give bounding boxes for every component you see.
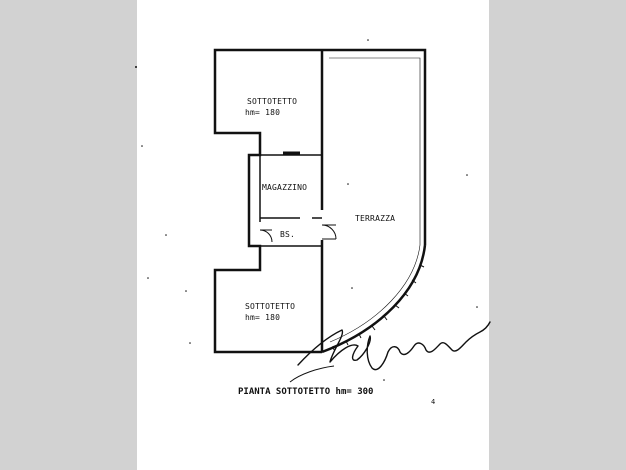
signature-mark	[298, 322, 490, 370]
plan-title: PIANTA SOTTOTETTO hm= 300	[238, 387, 374, 397]
room-height-sottotetto-top: hm= 180	[245, 108, 281, 117]
curve-hatch	[333, 265, 424, 350]
terrace-inner-edge	[329, 58, 420, 342]
room-height-sottotetto-bottom: hm= 180	[245, 313, 281, 322]
room-name-magazzino: MAGAZZINO	[262, 183, 308, 192]
room-name-bagno: BS.	[280, 230, 296, 239]
signature-underline	[290, 366, 334, 382]
room-name-terrazza: TERRAZZA	[355, 214, 396, 223]
room-name-sottotetto-bottom: SOTTOTETTO	[245, 302, 296, 311]
room-name-sottotetto-top: SOTTOTETTO	[247, 97, 298, 106]
scan-specks	[135, 39, 478, 381]
corner-mark: 4	[431, 398, 436, 406]
doors	[260, 225, 336, 242]
